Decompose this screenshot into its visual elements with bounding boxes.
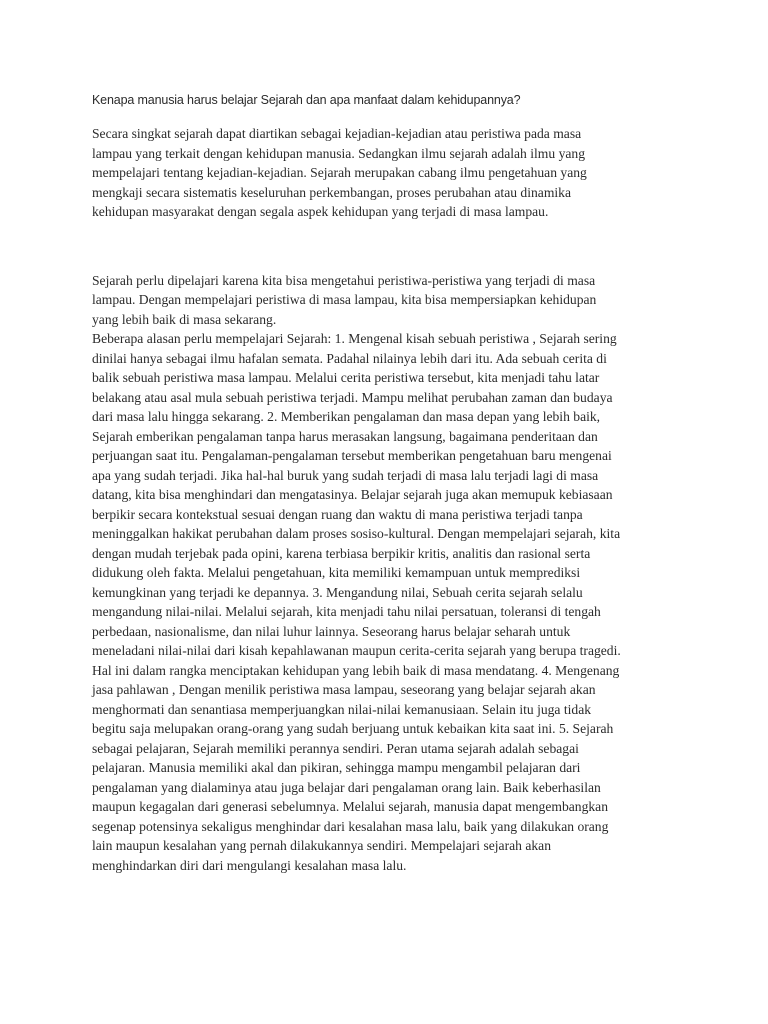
text-line: lampau yang terkait dengan kehidupan manusia. Sedangkan ilmu sejarah adalah ilmu yang	[92, 145, 585, 161]
text-line: meneladani nilai-nilai dari kisah kepahlawanan maupun cerita-cerita sejarah yang berupa tragedi.	[92, 643, 621, 658]
text-line: menghormati dan senantiasa memperjuangkan nilai-nilai kemanusiaan. Selain itu juga tidak	[92, 701, 592, 717]
text-line: datang, kita bisa menghindari dan mengatasinya. Belajar sejarah juga akan memupuk kebiasaan	[92, 487, 613, 502]
text-line: begitu saja melupakan orang-orang yang sudah berjuang untuk kebaikan kita saat ini. 5. Sejarah	[92, 721, 614, 736]
text-line: mengkaji secara sistematis keseluruhan perkembangan, proses perubahan atau dinamika	[92, 184, 572, 200]
text-line: segenap potensinya sekaligus menghindar dari kesalahan masa lalu, baik yang dilakukan orang	[92, 818, 609, 834]
text-line: yang lebih baik di masa sekarang.	[92, 311, 277, 327]
paragraph-definition	[92, 124, 662, 222]
text-line: maupun kegagalan dari generasi sebelumnya. Melalui sejarah, manusia dapat mengembangkan	[92, 799, 608, 814]
text-line: dengan mudah terjebak pada opini, karena terbiasa berpikir kritis, analitis dan rasional serta	[92, 545, 591, 561]
text-line: Beberapa alasan perlu mempelajari Sejarah: 1. Mengenal kisah sebuah peristiwa , Sejarah sering	[92, 331, 617, 346]
text-line: perjuangan saat itu. Pengalaman-pengalaman tersebut memberikan pengetahuan baru mengenai	[92, 448, 612, 463]
text-line: kemungkinan yang terjadi ke depannya. 3. Mengandung nilai, Sebuah cerita sejarah selalu	[92, 584, 583, 600]
text-line: mengandung nilai-nilai. Melalui sejarah, kita menjadi tahu nilai persatuan, toleransi di tengah	[92, 604, 601, 619]
paragraph-reasons	[92, 329, 662, 875]
text-line: pengalaman yang dialaminya atau juga belajar dari pengalaman orang lain. Baik keberhasilan	[92, 779, 601, 795]
text-line: Hal ini dalam rangka menciptakan kehidupan yang lebih baik di masa mendatang. 4. Mengenang	[92, 662, 620, 678]
text-line: meninggalkan hakikat perubahan dalam proses sosiso-kultural. Dengan mempelajari sejarah, kita	[92, 526, 621, 541]
text-line: Sejarah perlu dipelajari karena kita bisa mengetahui peristiwa-peristiwa yang terjadi di masa	[92, 272, 596, 288]
text-line: balik sebuah peristiwa masa lampau. Melalui cerita peristiwa tersebut, kita menjadi tahu latar	[92, 370, 600, 385]
text-line: apa yang sudah terjadi. Jika hal-hal buruk yang sudah terjadi di masa lalu terjadi lagi di masa	[92, 467, 599, 483]
paragraph-why-learn	[92, 271, 662, 330]
text-line: lampau. Dengan mempelajari peristiwa di masa lampau, kita bisa mempersiapkan kehidupan	[92, 292, 597, 307]
text-line: perbedaan, nasionalisme, dan nilai luhur lainnya. Seseorang harus belajar seharah untuk	[92, 623, 571, 639]
text-line: Secara singkat sejarah dapat diartikan sebagai kejadian-kejadian atau peristiwa pada masa	[92, 126, 582, 141]
document-title: Kenapa manusia harus belajar Sejarah dan apa manfaat dalam kehidupannya?	[92, 93, 521, 107]
text-line: didukung oleh fakta. Melalui pengetahuan, kita memiliki kemampuan untuk memprediksi	[92, 565, 581, 580]
text-line: Sejarah emberikan pengalaman tanpa harus merasakan langsung, bagaimana penderitaan dan	[92, 428, 598, 444]
document-page	[92, 90, 662, 875]
text-line: kehidupan masyarakat dengan segala aspek kehidupan yang terjadi di masa lampau.	[92, 204, 549, 219]
text-line: jasa pahlawan , Dengan menilik peristiwa masa lampau, seseorang yang belajar sejarah akan	[92, 682, 596, 697]
text-line: pelajaran. Manusia memiliki akal dan pikiran, sehingga mampu mengambil pelajaran dari	[92, 760, 581, 775]
text-line: dinilai hanya sebagai ilmu hafalan semata. Padahal nilainya lebih dari itu. Ada sebuah cerita di	[92, 350, 607, 366]
text-line: sebagai pelajaran, Sejarah memiliki perannya sendiri. Peran utama sejarah adalah sebagai	[92, 740, 579, 756]
text-line: menghindarkan diri dari mengulangi kesalahan masa lalu.	[92, 857, 407, 873]
text-line: dari masa lalu hingga sekarang. 2. Memberikan pengalaman dan masa depan yang lebih baik,	[92, 409, 601, 424]
text-line: berpikir secara kontekstual sesuai dengan ruang dan waktu di mana peristiwa terjadi tanpa	[92, 506, 583, 522]
paragraph-spacer	[92, 222, 662, 271]
text-line: belakang atau asal mula sebuah peristiwa terjadi. Mampu melihat perubahan zaman dan budaya	[92, 389, 613, 405]
text-line: mempelajari tentang kejadian-kejadian. Sejarah merupakan cabang ilmu pengetahuan yang	[92, 165, 587, 180]
text-line: lain maupun kesalahan yang pernah dilakukannya sendiri. Mempelajari sejarah akan	[92, 838, 551, 853]
